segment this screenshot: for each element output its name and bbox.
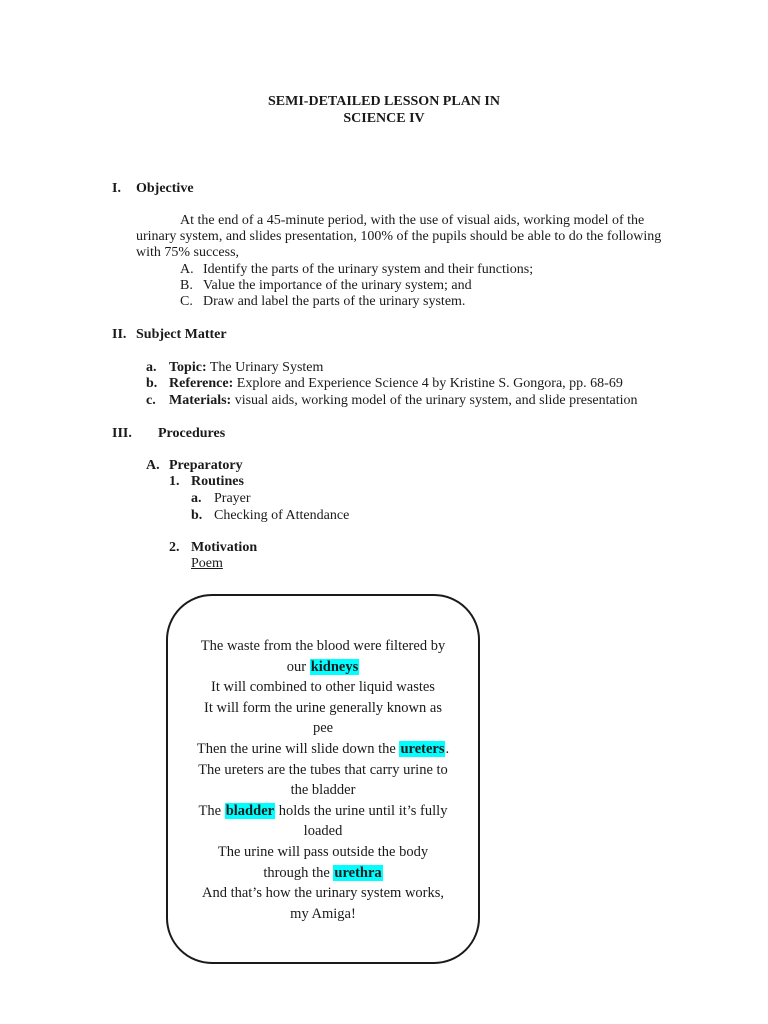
objective-paragraph-line-2: urinary system, and slides presentation, 100% of the pupils should be able to do the following (136, 229, 662, 244)
poem-line: pee (312, 720, 334, 737)
routine-item-text: Checking of Attendance (214, 508, 350, 523)
poem-text-fragment: our (286, 658, 310, 675)
subject-item-materials (169, 393, 638, 409)
subject-matter-heading: Subject Matter (136, 327, 227, 342)
motivation-subheading: Poem (191, 556, 223, 571)
poem-line (166, 801, 480, 822)
preparatory-heading: Preparatory (169, 458, 243, 473)
motivation-number: 2. (169, 540, 180, 555)
procedures-number: III. (112, 426, 132, 441)
poem-line: the bladder (290, 782, 356, 799)
subject-item-letter: b. (146, 376, 158, 391)
poem-line: loaded (303, 823, 343, 840)
poem-line: And that’s how the urinary system works, (201, 885, 445, 902)
objective-item-text: Draw and label the parts of the urinary system. (203, 294, 466, 309)
objective-item-text: Value the importance of the urinary system; and (203, 278, 472, 293)
routines-heading: Routines (191, 474, 244, 489)
routine-item-text: Prayer (214, 491, 251, 506)
highlight-urethra: urethra (334, 864, 382, 881)
poem-text-fragment: through the (263, 864, 334, 881)
poem-line: The ureters are the tubes that carry urine to (198, 761, 448, 778)
poem-line: The urine will pass outside the body (217, 843, 429, 860)
subject-item-label: Reference: (169, 376, 234, 391)
subject-item-text: visual aids, working model of the urinary system, and slide presentation (234, 393, 638, 408)
poem-text-fragment: The (198, 802, 225, 819)
procedures-heading: Procedures (158, 426, 226, 441)
subject-item-text: The Urinary System (209, 360, 324, 375)
motivation-heading: Motivation (191, 540, 258, 555)
poem-line (166, 863, 480, 884)
objective-number: I. (112, 181, 121, 196)
subject-item-topic (169, 360, 323, 376)
subject-item-reference (169, 376, 623, 392)
poem-line (166, 657, 480, 678)
subject-item-letter: c. (146, 393, 156, 408)
poem-line (166, 739, 480, 760)
subject-matter-number: II. (112, 327, 127, 342)
poem-text-fragment: Then the urine will slide down the (196, 740, 400, 757)
poem-line: my Amiga! (290, 905, 356, 922)
objective-paragraph-line-1: At the end of a 45-minute period, with the use of visual aids, working model of the (180, 213, 645, 228)
highlight-ureters: ureters (400, 740, 445, 757)
subject-item-label: Topic: (169, 360, 207, 375)
poem-line: It will combined to other liquid wastes (211, 679, 435, 696)
routines-number: 1. (169, 474, 180, 489)
objective-item-text: Identify the parts of the urinary system and their functions; (203, 262, 534, 277)
routine-item-letter: a. (191, 491, 202, 506)
objective-paragraph-line-3: with 75% success, (136, 245, 240, 260)
highlight-kidneys: kidneys (310, 658, 359, 675)
poem-text-fragment: . (445, 740, 450, 757)
objective-heading: Objective (136, 181, 194, 196)
poem-text (166, 636, 480, 924)
subject-item-label: Materials: (169, 393, 232, 408)
subject-item-letter: a. (146, 360, 157, 375)
document-title-line-1: SEMI-DETAILED LESSON PLAN IN (268, 94, 500, 109)
objective-item-letter: B. (180, 278, 193, 293)
poem-text-fragment: holds the urine until it’s fully (275, 802, 448, 819)
preparatory-letter: A. (146, 458, 160, 473)
objective-item-letter: A. (180, 262, 194, 277)
objective-item-letter: C. (180, 294, 193, 309)
poem-line: The waste from the blood were filtered by (200, 638, 446, 654)
highlight-bladder: bladder (225, 802, 275, 819)
poem-line: It will form the urine generally known as (204, 699, 442, 716)
routine-item-letter: b. (191, 508, 203, 523)
document-title-line-2: SCIENCE IV (343, 111, 425, 126)
subject-item-text: Explore and Experience Science 4 by Kristine S. Gongora, pp. 68-69 (236, 376, 623, 391)
